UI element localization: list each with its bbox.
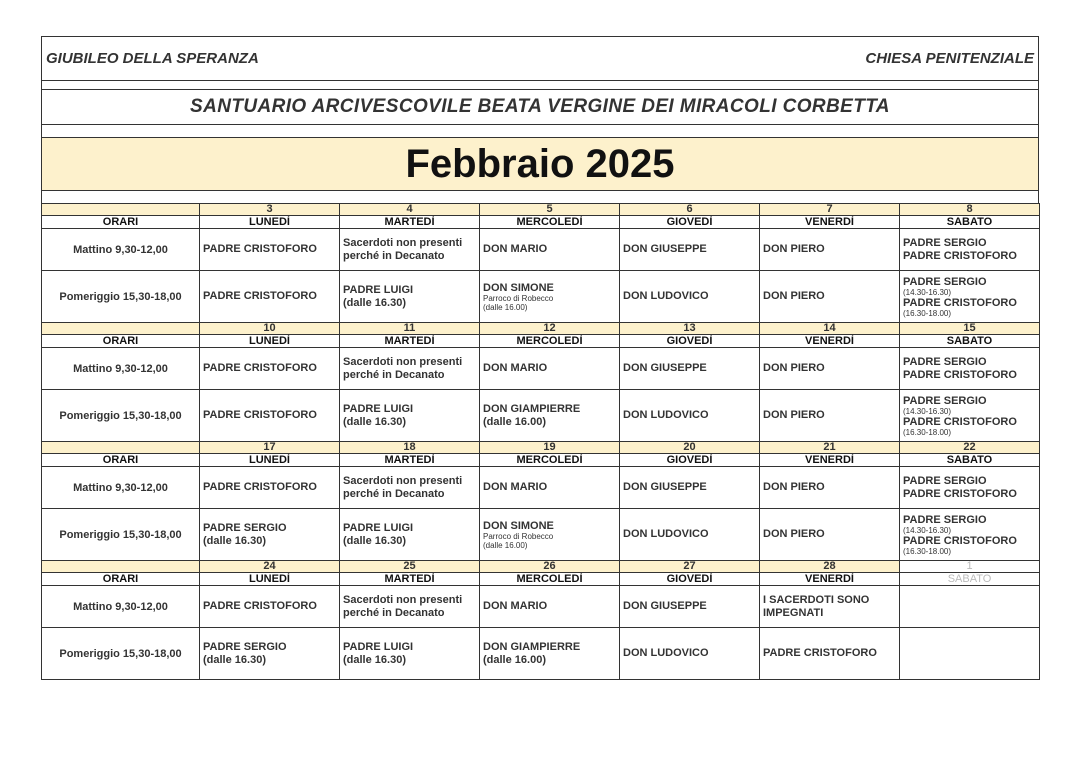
mattino-label: Mattino 9,30-12,00 <box>42 467 200 509</box>
orari-label: ORARI <box>42 454 200 467</box>
assignment-line: (dalle 16.30) <box>203 653 266 666</box>
assignment-cell <box>620 348 760 390</box>
date-cell: 24 <box>200 561 340 573</box>
mattino-row <box>42 348 1040 390</box>
assignment-cell <box>480 229 620 271</box>
assignment-cell <box>760 348 900 390</box>
date-cell: 3 <box>200 204 340 216</box>
assignment-cell <box>760 467 900 509</box>
assignment-cell <box>480 467 620 509</box>
day-name: VENERDÌ <box>760 335 900 348</box>
assignment-cell <box>200 229 340 271</box>
assignment-cell <box>480 586 620 628</box>
assignment-line: DON GIAMPIERRE <box>483 640 581 653</box>
assignment-line: PADRE CRISTOFORO <box>903 368 1017 381</box>
day-name: VENERDÌ <box>760 216 900 229</box>
assignment-cell <box>620 390 760 442</box>
day-name: SABATO <box>900 573 1040 586</box>
assignment-cell <box>900 467 1040 509</box>
assignment-line: DON PIERO <box>763 409 825 421</box>
assignment-cell <box>200 271 340 323</box>
assignment-cell <box>340 586 480 628</box>
assignment-line: DON SIMONE <box>483 281 554 294</box>
pomeriggio-label: Pomeriggio 15,30-18,00 <box>42 628 200 680</box>
mattino-label: Mattino 9,30-12,00 <box>42 586 200 628</box>
assignment-line: DON PIERO <box>763 481 825 493</box>
assignment-line: DON MARIO <box>483 481 548 493</box>
assignment-line: PADRE SERGIO <box>903 474 987 487</box>
assignment-line: Sacerdoti non presenti <box>343 236 463 249</box>
jubilee-title: GIUBILEO DELLA SPERANZA <box>46 50 259 67</box>
day-name: MARTEDÌ <box>340 454 480 467</box>
day-name: MARTEDÌ <box>340 216 480 229</box>
day-name: LUNEDÌ <box>200 454 340 467</box>
mattino-row <box>42 229 1040 271</box>
assignment-line: PADRE LUIGI <box>343 283 414 296</box>
pomeriggio-label: Pomeriggio 15,30-18,00 <box>42 271 200 323</box>
mattino-label: Mattino 9,30-12,00 <box>42 229 200 271</box>
day-name: SABATO <box>900 216 1040 229</box>
assignment-line: PADRE SERGIO <box>903 355 987 368</box>
assignment-line: PADRE LUIGI <box>343 640 414 653</box>
day-name: MERCOLEDÌ <box>480 335 620 348</box>
month-banner <box>41 137 1039 190</box>
pomeriggio-row <box>42 390 1040 442</box>
assignment-cell <box>620 229 760 271</box>
sanctuary-title: SANTUARIO ARCIVESCOVILE BEATA VERGINE DEI MIRACOLI CORBETTA <box>190 96 890 117</box>
assignment-line: (dalle 16.30) <box>343 653 406 666</box>
day-name: VENERDÌ <box>760 454 900 467</box>
assignment-cell <box>900 229 1040 271</box>
assignment-line: PADRE CRISTOFORO <box>903 487 1017 500</box>
church-type: CHIESA PENITENZIALE <box>865 50 1034 67</box>
assignment-line: perché in Decanato <box>343 606 445 619</box>
date-cell: 7 <box>760 204 900 216</box>
day-name: LUNEDÌ <box>200 573 340 586</box>
pomeriggio-row <box>42 509 1040 561</box>
date-row-blank <box>42 323 200 335</box>
date-cell: 6 <box>620 204 760 216</box>
assignment-line: perché in Decanato <box>343 249 445 262</box>
date-cell: 18 <box>340 442 480 454</box>
month-title: Febbraio 2025 <box>405 141 675 186</box>
assignment-line: DON LUDOVICO <box>623 647 709 659</box>
date-cell: 22 <box>900 442 1040 454</box>
assignment-line: (dalle 16.30) <box>343 534 406 547</box>
day-name: MARTEDÌ <box>340 335 480 348</box>
day-name: MERCOLEDÌ <box>480 454 620 467</box>
assignment-line: PADRE SERGIO <box>903 394 987 407</box>
day-name: GIOVEDÌ <box>620 573 760 586</box>
pomeriggio-label: Pomeriggio 15,30-18,00 <box>42 390 200 442</box>
assignment-cell <box>620 586 760 628</box>
day-header-row <box>42 335 1040 348</box>
assignment-line: DON PIERO <box>763 243 825 255</box>
assignment-cell <box>480 509 620 561</box>
date-row-blank <box>42 442 200 454</box>
assignment-line: Sacerdoti non presenti <box>343 474 463 487</box>
assignment-note: Parroco di Robecco <box>483 293 554 303</box>
assignment-line: PADRE SERGIO <box>203 521 287 534</box>
assignment-cell <box>760 586 900 628</box>
assignment-line: perché in Decanato <box>343 368 445 381</box>
assignment-line: PADRE SERGIO <box>903 236 987 249</box>
assignment-cell <box>480 271 620 323</box>
assignment-cell <box>480 348 620 390</box>
date-cell: 14 <box>760 323 900 335</box>
assignment-cell <box>900 509 1040 561</box>
day-name: MERCOLEDÌ <box>480 216 620 229</box>
pomeriggio-label: Pomeriggio 15,30-18,00 <box>42 509 200 561</box>
assignment-line: DON LUDOVICO <box>623 409 709 421</box>
assignment-line: PADRE CRISTOFORO <box>203 481 317 493</box>
assignment-line: DON GIUSEPPE <box>623 243 707 255</box>
date-cell: 11 <box>340 323 480 335</box>
assignment-note: (16.30-18.00) <box>903 546 952 556</box>
assignment-line: PADRE CRISTOFORO <box>903 296 1017 309</box>
mattino-row <box>42 467 1040 509</box>
assignment-cell <box>900 586 1040 628</box>
assignment-note: (14.30-16.30) <box>903 287 952 297</box>
assignment-cell <box>340 628 480 680</box>
day-name: SABATO <box>900 335 1040 348</box>
assignment-line: Sacerdoti non presenti <box>343 355 463 368</box>
assignment-line: PADRE CRISTOFORO <box>763 647 877 659</box>
spacer-row <box>41 124 1039 137</box>
assignment-note: (dalle 16.00) <box>483 540 528 550</box>
date-cell: 25 <box>340 561 480 573</box>
day-name: GIOVEDÌ <box>620 216 760 229</box>
assignment-note: (16.30-18.00) <box>903 308 952 318</box>
date-row <box>42 561 1040 573</box>
mattino-row <box>42 586 1040 628</box>
sanctuary-header <box>41 89 1039 124</box>
assignment-note: (dalle 16.00) <box>483 302 528 312</box>
assignment-cell <box>620 271 760 323</box>
assignment-line: (dalle 16.30) <box>343 296 406 309</box>
assignment-line: Sacerdoti non presenti <box>343 593 463 606</box>
date-cell: 17 <box>200 442 340 454</box>
assignment-note: (14.30-16.30) <box>903 406 952 416</box>
assignment-line: PADRE LUIGI <box>343 402 414 415</box>
assignment-note: (14.30-16.30) <box>903 525 952 535</box>
assignment-line: PADRE CRISTOFORO <box>203 290 317 302</box>
day-name: SABATO <box>900 454 1040 467</box>
assignment-line: DON GIUSEPPE <box>623 481 707 493</box>
assignment-cell <box>620 628 760 680</box>
assignment-line: PADRE SERGIO <box>203 640 287 653</box>
assignment-line: DON MARIO <box>483 600 548 612</box>
confession-schedule-table <box>41 203 1040 680</box>
date-cell: 27 <box>620 561 760 573</box>
date-cell: 5 <box>480 204 620 216</box>
assignment-cell <box>900 390 1040 442</box>
jubilee-header <box>41 36 1039 80</box>
assignment-cell <box>760 229 900 271</box>
assignment-line: DON PIERO <box>763 362 825 374</box>
assignment-cell <box>200 586 340 628</box>
assignment-cell <box>480 390 620 442</box>
assignment-cell <box>340 467 480 509</box>
assignment-cell <box>340 390 480 442</box>
assignment-cell <box>620 467 760 509</box>
day-header-row <box>42 573 1040 586</box>
date-row-blank <box>42 561 200 573</box>
assignment-line: DON MARIO <box>483 243 548 255</box>
assignment-line: DON PIERO <box>763 290 825 302</box>
day-name: MARTEDÌ <box>340 573 480 586</box>
day-name: LUNEDÌ <box>200 335 340 348</box>
assignment-note: Parroco di Robecco <box>483 531 554 541</box>
assignment-line: I SACERDOTI SONO <box>763 593 870 606</box>
assignment-line: PADRE CRISTOFORO <box>903 534 1017 547</box>
assignment-cell <box>340 271 480 323</box>
date-cell: 1 <box>900 561 1040 573</box>
orari-label: ORARI <box>42 216 200 229</box>
assignment-line: DON MARIO <box>483 362 548 374</box>
assignment-line: PADRE SERGIO <box>903 275 987 288</box>
date-row <box>42 204 1040 216</box>
assignment-cell <box>200 628 340 680</box>
assignment-line: DON GIUSEPPE <box>623 362 707 374</box>
date-cell: 19 <box>480 442 620 454</box>
assignment-line: DON GIAMPIERRE <box>483 402 581 415</box>
date-cell: 4 <box>340 204 480 216</box>
date-cell: 15 <box>900 323 1040 335</box>
assignment-line: (dalle 16.00) <box>483 653 546 666</box>
orari-label: ORARI <box>42 335 200 348</box>
mattino-label: Mattino 9,30-12,00 <box>42 348 200 390</box>
pomeriggio-row <box>42 628 1040 680</box>
assignment-line: (dalle 16.00) <box>483 415 546 428</box>
assignment-line: DON GIUSEPPE <box>623 600 707 612</box>
spacer-row <box>41 190 1039 203</box>
assignment-line: PADRE CRISTOFORO <box>903 415 1017 428</box>
date-cell: 21 <box>760 442 900 454</box>
assignment-cell <box>760 271 900 323</box>
day-header-row <box>42 216 1040 229</box>
assignment-cell <box>200 390 340 442</box>
date-cell: 20 <box>620 442 760 454</box>
assignment-line: PADRE CRISTOFORO <box>203 243 317 255</box>
date-cell: 26 <box>480 561 620 573</box>
day-name: VENERDÌ <box>760 573 900 586</box>
assignment-line: DON SIMONE <box>483 519 554 532</box>
date-cell: 28 <box>760 561 900 573</box>
schedule-sheet <box>41 36 1039 680</box>
assignment-line: DON LUDOVICO <box>623 528 709 540</box>
date-cell: 8 <box>900 204 1040 216</box>
assignment-cell <box>900 271 1040 323</box>
assignment-line: PADRE CRISTOFORO <box>903 249 1017 262</box>
assignment-line: (dalle 16.30) <box>343 415 406 428</box>
date-row <box>42 323 1040 335</box>
assignment-line: PADRE CRISTOFORO <box>203 600 317 612</box>
assignment-cell <box>760 628 900 680</box>
assignment-line: IMPEGNATI <box>763 606 824 619</box>
date-row-blank <box>42 204 200 216</box>
day-name: GIOVEDÌ <box>620 454 760 467</box>
date-cell: 13 <box>620 323 760 335</box>
assignment-cell <box>480 628 620 680</box>
assignment-line: PADRE LUIGI <box>343 521 414 534</box>
assignment-line: perché in Decanato <box>343 487 445 500</box>
date-cell: 12 <box>480 323 620 335</box>
date-row <box>42 442 1040 454</box>
assignment-line: PADRE CRISTOFORO <box>203 362 317 374</box>
assignment-cell <box>340 509 480 561</box>
day-header-row <box>42 454 1040 467</box>
assignment-cell <box>900 348 1040 390</box>
assignment-cell <box>200 348 340 390</box>
assignment-cell <box>200 509 340 561</box>
assignment-line: PADRE CRISTOFORO <box>203 409 317 421</box>
date-cell: 10 <box>200 323 340 335</box>
assignment-cell <box>760 390 900 442</box>
day-name: LUNEDÌ <box>200 216 340 229</box>
day-name: MERCOLEDÌ <box>480 573 620 586</box>
assignment-cell <box>200 467 340 509</box>
assignment-line: DON PIERO <box>763 528 825 540</box>
orari-label: ORARI <box>42 573 200 586</box>
assignment-cell <box>620 509 760 561</box>
spacer-row <box>41 80 1039 89</box>
assignment-cell <box>760 509 900 561</box>
assignment-line: PADRE SERGIO <box>903 513 987 526</box>
pomeriggio-row <box>42 271 1040 323</box>
assignment-cell <box>340 229 480 271</box>
assignment-cell <box>340 348 480 390</box>
day-name: GIOVEDÌ <box>620 335 760 348</box>
assignment-note: (16.30-18.00) <box>903 427 952 437</box>
assignment-line: (dalle 16.30) <box>203 534 266 547</box>
assignment-cell <box>900 628 1040 680</box>
assignment-line: DON LUDOVICO <box>623 290 709 302</box>
